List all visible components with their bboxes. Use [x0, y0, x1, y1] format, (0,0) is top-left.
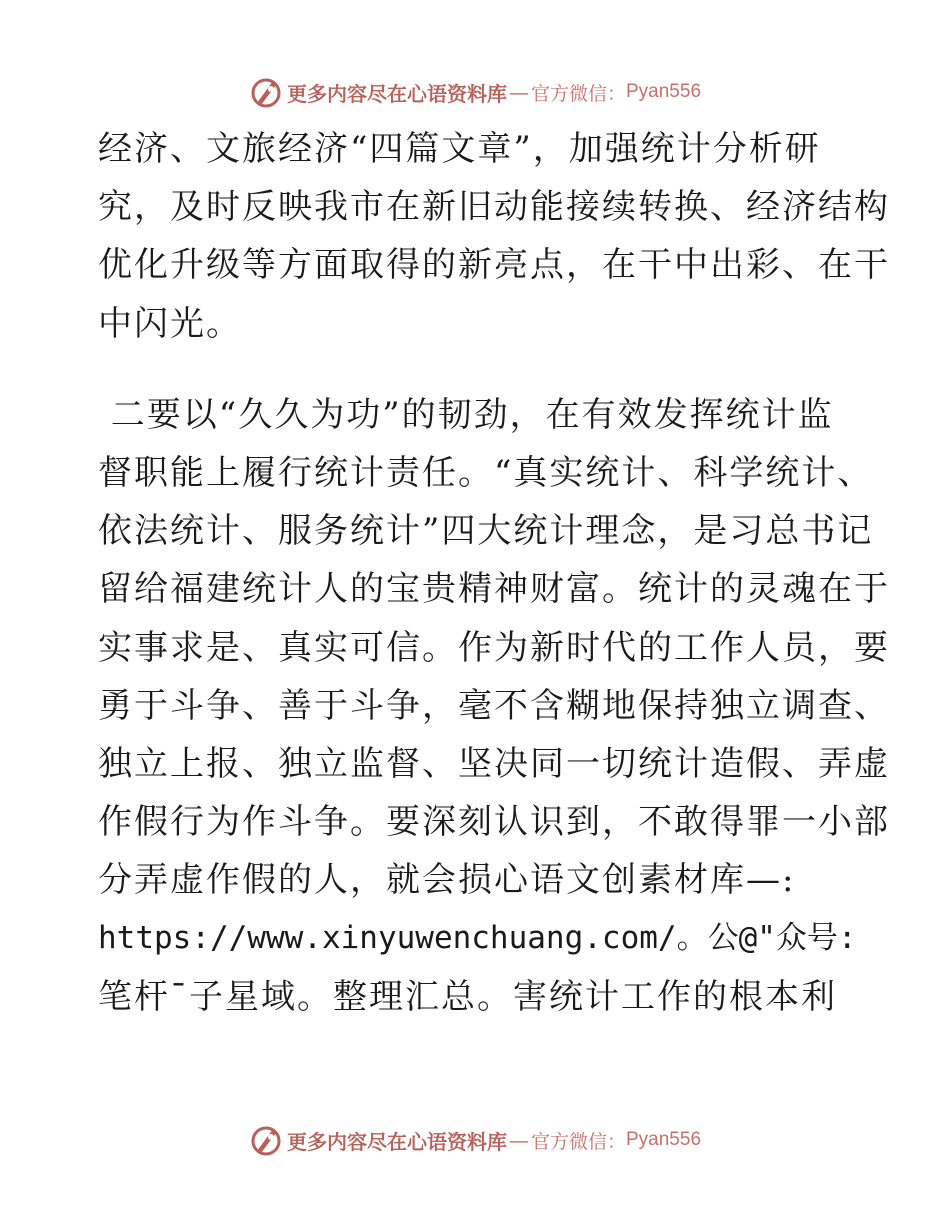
- paragraph-2: [98, 386, 890, 1026]
- footer-banner: [0, 1120, 950, 1160]
- text-line: 勇于斗争、善于斗争，毫不含糊地保持独立调查、: [98, 685, 890, 726]
- banner-wechat-handle: Pyan556: [626, 1129, 702, 1150]
- paragraph-1: [98, 120, 890, 353]
- header-banner: [0, 72, 950, 112]
- quill-pen-logo-icon: [249, 75, 283, 109]
- text-line: 实事求是、真实可信。作为新时代的工作人员，要: [98, 627, 890, 668]
- text-line: 督职能上履行统计责任。“真实统计、科学统计、: [98, 452, 874, 493]
- text-line: 留给福建统计人的宝贵精神财富。统计的灵魂在于: [98, 569, 890, 610]
- text-line: 笔杆¯子星域。整理汇总。害统计工作的根本利: [98, 976, 837, 1017]
- text-line: 经济、文旅经济“四篇文章”，加强统计分析研: [98, 129, 821, 169]
- text-line: 分弄虚作假的人，就会损心语文创素材库—:: [98, 860, 796, 901]
- url-line: https://www.xinyuwenchuang.com/。公@"众号:: [98, 920, 857, 957]
- text-line: 中闪光。: [98, 303, 242, 344]
- text-line: 独立上报、独立监督、坚决同一切统计造假、弄虚: [98, 743, 890, 784]
- banner-dash: —: [508, 1128, 529, 1152]
- document-body: [98, 120, 890, 1026]
- quill-pen-logo-icon: [249, 1123, 283, 1157]
- banner-dash: —: [508, 80, 529, 104]
- banner-wechat-label: 官方微信：: [530, 1130, 626, 1153]
- text-line: 究，及时反映我市在新旧动能接续转换、经济结构: [98, 187, 890, 228]
- text-line: 依法统计、服务统计”四大统计理念，是习总书记: [98, 511, 874, 552]
- text-line: 优化升级等方面取得的新亮点，在干中出彩、在干: [98, 245, 890, 286]
- banner-wechat-handle: Pyan556: [626, 81, 702, 102]
- text-line: 二要以“久久为功”的韧劲，在有效发挥统计监: [98, 394, 834, 435]
- text-line: 作假行为作斗争。要深刻认识到，不敢得罪一小部: [98, 802, 890, 843]
- banner-wechat-label: 官方微信：: [530, 82, 626, 105]
- banner-site-name: 更多内容尽在心语资料库: [286, 1129, 507, 1154]
- banner-site-name: 更多内容尽在心语资料库: [286, 81, 507, 106]
